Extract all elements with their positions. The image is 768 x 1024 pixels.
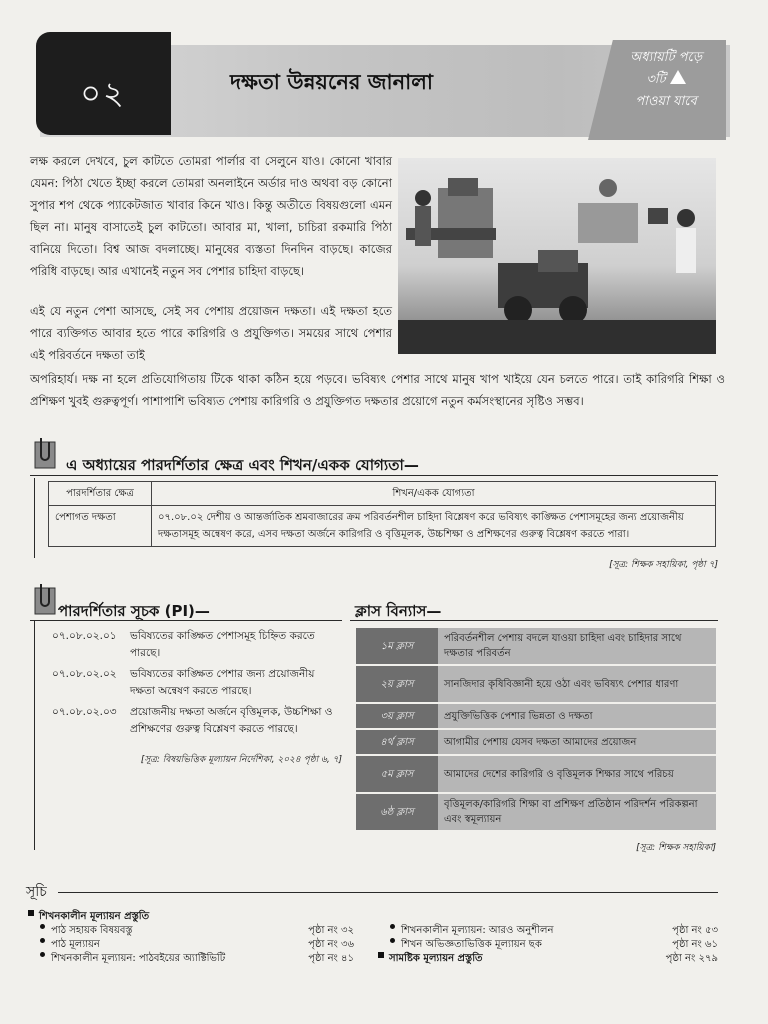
chapter-number: ০২ [80, 74, 126, 112]
technician-head [677, 209, 695, 227]
competency-col-header-area: পারদর্শিতার ক্ষেত্র [49, 482, 152, 506]
bullet-icon [390, 938, 395, 943]
class-rule [350, 620, 718, 621]
badge-line-2: ৩টি [612, 69, 720, 91]
intro-paragraph-1: লক্ষ করলে দেখবে, চুল কাটতে তোমরা পার্লার বা সেলুনে যাও। কোনো খাবার যেমন: পিঠা খেতে ইচ্ছা করলে তোমরা অনলাইনে অর্ডার দাও অথবা বড় কোনো সুপার শপ থেকে প্যাকেটজাত খাবার কিনে খাও। কিন্তু অতীতে বিষয়গুলো এমন ছিল না। মানুষ বাসাতেই চুল কাটতো। আবার মা, খালা, চাচিরা রকমারি পিঠা বানিয়ে দিতো। বিশ্ব আজ বদলাচ্ছে। মানুষের ব্যস্ততা দিনদিন বাড়ছে। কাজের পরিধি বাড়ছে। আর এখানেই নতুন সব পেশার চাহিদা বাড়ছে। [30, 154, 392, 278]
competency-rule [30, 475, 718, 476]
class-label: ৬ষ্ঠ ক্লাস [356, 794, 438, 830]
competency-source: [সূত্র: শিক্ষক সহায়িকা, পৃষ্ঠা ৭] [609, 560, 718, 570]
index-entry-label: পাঠ মূল্যায়ন [51, 939, 100, 950]
class-topic: আগামীর পেশায় যেসব দক্ষতা আমাদের প্রয়োজন [438, 730, 716, 754]
class-label: ১ম ক্লাস [356, 628, 438, 664]
pi-list [52, 628, 342, 742]
pi-side-rule [34, 620, 35, 850]
class-table [356, 626, 716, 832]
technician-coat [676, 228, 696, 273]
class-row [356, 666, 716, 702]
robot-base [578, 203, 638, 243]
intro-paragraph-3: অপরিহার্য। দক্ষ না হলে প্রতিযোগিতায় টিকে থাকা কঠিন হয়ে পড়বে। ভবিষ্যৎ পেশার সাথে মানুষ খাপ খাইয়ে যেন চলতে পারে। তাই কারিগরি শিক্ষা ও প্রশিক্ষণ খুবই গুরুত্বপূর্ণ। পাশাপাশি ভবিষ্যত পেশায় কারিগরি ও প্রযুক্তিগত দক্ষতার প্রয়োগে নতুন কর্মসংস্থানের সৃষ্টিও সম্ভব। [30, 372, 725, 408]
paperclip-icon [33, 436, 57, 470]
pi-text: ভবিষ্যতের কাঙ্ক্ষিত পেশার জন্য প্রয়োজনীয় দক্ষতা অন্বেষণ করতে পারছে। [130, 668, 315, 697]
index-entry[interactable] [28, 938, 354, 952]
class-topic: পরিবর্তনশীল পেশায় বদলে যাওয়া চাহিদা এবং চাহিদার সাথে দক্ষতার পরিবর্তন [438, 628, 716, 664]
intro-paragraph-2: এই যে নতুন পেশা আসছে, সেই সব পেশায় প্রয়োজন দক্ষতা। এই দক্ষতা হতে পারে ব্যক্তিগত আবার হতে পারে কারিগরি ও প্রযুক্তিগত। সময়ের সাথে পেশার এই পরিবর্তনে দক্ষতা তাই [30, 304, 392, 362]
class-label: ৪র্থ ক্লাস [356, 730, 438, 754]
paperclip-icon [33, 582, 57, 616]
bullet-icon [40, 924, 45, 929]
pi-text: প্রয়োজনীয় দক্ষতা অর্জনে বৃত্তিমূলক, উচ্চশিক্ষা ও প্রশিক্ষণের গুরুত্ব বিশ্লেষণ করতে পারছে। [130, 706, 333, 735]
class-topic: আমাদের দেশের কারিগরি ও বৃত্তিমূলক শিক্ষার সাথে পরিচয় [438, 756, 716, 792]
pi-code: ০৭.০৮.০২.০৩ [52, 706, 117, 718]
index-entry-label: শিখন অভিজ্ঞতাভিত্তিক মূল্যায়ন ছক [401, 939, 542, 950]
machine-top [448, 178, 478, 196]
index-right-column [378, 924, 718, 966]
index-entry-label: শিখনকালীন মূল্যায়ন: আরও অনুশীলন [401, 925, 554, 936]
chapter-title: দক্ষতা উন্নয়নের জানালা [230, 70, 433, 94]
index-entry[interactable] [28, 952, 354, 966]
class-source: [সূত্র: শিক্ষক সহায়িকা] [636, 843, 716, 853]
competency-col-header-text: শিখন/একক যোগ্যতা [152, 482, 716, 506]
index-heading-summative[interactable]: সামষ্টিক মূল্যায়ন প্রস্তুতি পৃষ্ঠা নং ২৭৯ [378, 952, 718, 966]
harvester-wheel [504, 296, 532, 324]
triangle-icon [670, 70, 686, 84]
class-row [356, 628, 716, 664]
index-entry-page: পৃষ্ঠা নং ৫৩ [672, 925, 718, 936]
class-row [356, 794, 716, 830]
pi-text: ভবিষ্যতের কাঙ্ক্ষিত পেশাসমূহ চিহ্নিত করতে পারছে। [130, 630, 315, 659]
index-entry-page: পৃষ্ঠা নং ৩৬ [308, 939, 354, 950]
pi-rule [30, 620, 342, 621]
pi-code: ০৭.০৮.০২.০২ [52, 668, 117, 680]
index-entry-page: পৃষ্ঠা নং ৬১ [672, 939, 718, 950]
class-topic: প্রযুক্তিভিত্তিক পেশার ভিন্নতা ও দক্ষতা [438, 704, 716, 728]
competency-text: ০৭.০৮.০২ দেশীয় ও আন্তর্জাতিক শ্রমবাজারের ক্রম পরিবর্তনশীল চাহিদা বিশ্লেষণ করে ভবিষ্যৎ কাঙ্ক্ষিত পেশাসমূহের জন্য প্রয়োজনীয় দক্ষতাসমূহ অন্বেষণ করে, এসব দক্ষতা অর্জনে কারিগরি ও বৃত্তিমূলক, উচ্চশিক্ষা ও প্রশিক্ষণের গুরুত্ব বিশ্লেষণ করতে পারা। [152, 506, 716, 547]
class-row [356, 704, 716, 728]
harvester-cab [538, 250, 578, 272]
competency-row [49, 506, 716, 547]
class-label: ৩য় ক্লাস [356, 704, 438, 728]
robot-head [599, 179, 617, 197]
pi-source: [সূত্র: বিষয়ভিত্তিক মূল্যায়ন নির্দেশিকা, ২০২৪ পৃষ্ঠা ৬, ৭] [140, 755, 342, 765]
class-section-title: ক্লাস বিন্যাস— [355, 602, 442, 620]
pi-item [52, 666, 342, 700]
bullet-icon [40, 938, 45, 943]
monitor-shape [648, 208, 668, 224]
machine-shape [438, 188, 493, 258]
illustration-art [398, 158, 716, 354]
harvester-wheel [559, 296, 587, 324]
competency-header-row [49, 482, 716, 506]
bullet-icon [40, 952, 45, 957]
class-row [356, 756, 716, 792]
competency-side-rule [34, 478, 35, 558]
class-label: ৫ম ক্লাস [356, 756, 438, 792]
worker-head [415, 190, 431, 206]
square-bullet-icon [378, 952, 384, 958]
index-rule [58, 892, 718, 893]
index-heading-formative: শিখনকালীন মূল্যায়ন প্রস্তুতি [28, 910, 354, 924]
pi-code: ০৭.০৮.০২.০১ [52, 630, 117, 642]
index-entry-page: পৃষ্ঠা নং ২৭৯ [665, 953, 718, 964]
class-topic: সানজিদার কৃষিবিজ্ঞানী হয়ে ওঠা এবং ভবিষ্যৎ পেশার ধারণা [438, 666, 716, 702]
index-entry[interactable] [28, 924, 354, 938]
index-entry-label: পাঠ সহায়ক বিষয়বস্তু [51, 925, 133, 936]
bullet-icon [390, 924, 395, 929]
index-title: সূচি [26, 884, 47, 900]
worker-body [415, 206, 431, 246]
class-row [356, 730, 716, 754]
index-entry[interactable] [378, 938, 718, 952]
pi-item [52, 628, 342, 662]
index-entry[interactable] [378, 924, 718, 938]
skills-illustration [398, 158, 716, 354]
competency-section-title: এ অধ্যায়ের পারদর্শিতার ক্ষেত্র এবং শিখন/একক যোগ্যতা— [66, 456, 419, 474]
class-topic: বৃত্তিমূলক/কারিগরি শিক্ষা বা প্রশিক্ষণ প্রতিষ্ঠান পরিদর্শন পরিকল্পনা এবং স্বমূল্যায়ন [438, 794, 716, 830]
badge-line-3: পাওয়া যাবে [635, 94, 697, 109]
pi-section-title: পারদর্শিতার সূচক (PI)— [58, 602, 210, 620]
competency-area: পেশাগত দক্ষতা [49, 506, 152, 547]
pi-item [52, 704, 342, 738]
index-entry-page: পৃষ্ঠা নং ৪১ [308, 953, 354, 964]
square-bullet-icon [28, 910, 34, 916]
index-left-column [28, 910, 354, 966]
badge-line-1: অধ্যায়টি পড়ে [629, 50, 702, 65]
class-label: ২য় ক্লাস [356, 666, 438, 702]
chapter-badge-text [612, 47, 720, 113]
index-entry-page: পৃষ্ঠা নং ৩২ [308, 925, 354, 936]
crop-field [398, 320, 716, 354]
index-entry-label: শিখনকালীন মূল্যায়ন: পাঠবইয়ের অ্যাক্টিভিটি [51, 953, 226, 964]
competency-table [48, 481, 716, 547]
